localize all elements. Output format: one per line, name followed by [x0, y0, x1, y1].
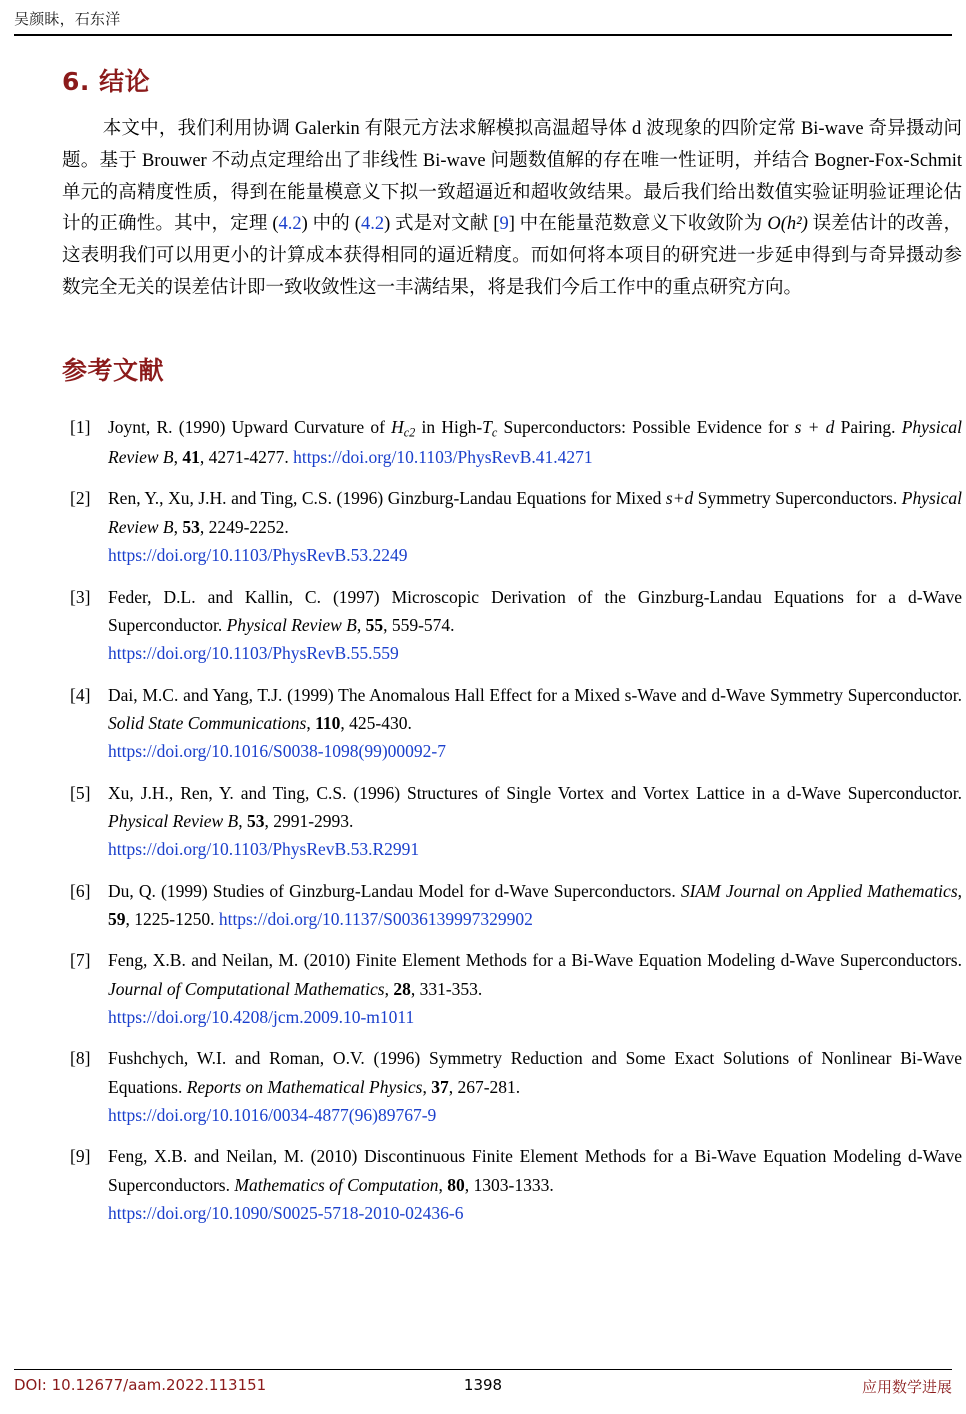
- equation-ref-1[interactable]: 4.2: [278, 214, 302, 235]
- ref-pages: , 267-281.: [448, 1076, 521, 1097]
- ref-doi-link[interactable]: https://doi.org/10.1016/S0038-1098(99)00092-7: [108, 741, 447, 762]
- footer-doi[interactable]: DOI: 10.12677/aam.2022.113151: [14, 1376, 267, 1394]
- list-item: [3] Feder, D.L. and Kallin, C. (1997) Microscopic Derivation of the Ginzburg-Landau Equations for a d-Wave Superconductor. Physical Review B, 55, 559-574. https://doi.org/10.1103/PhysRevB.55.559: [62, 583, 962, 668]
- page-content: [62, 62, 962, 1240]
- ref-journal: Mathematics of Computation: [234, 1174, 439, 1195]
- list-item: [9] Feng, X.B. and Neilan, M. (2010) Discontinuous Finite Element Methods for a Bi-Wave Equation Modeling d-Wave Superconductors. Mathematics of Computation, 80, 1303-1333. https://doi.org/10.1090/S0025-5718-2010-02436-6: [62, 1142, 962, 1227]
- ref-pages: , 1303-1333.: [464, 1174, 554, 1195]
- list-item: [7] Feng, X.B. and Neilan, M. (2010) Finite Element Methods for a Bi-Wave Equation Modeling d-Wave Superconductors. Journal of Computational Mathematics, 28, 331-353. https://doi.org/10.4208/jcm.2009.10-m1011: [62, 946, 962, 1031]
- running-head: 吴颜眛，石东洋: [14, 10, 121, 28]
- section-heading: 6. 结论: [62, 67, 151, 96]
- list-item: [4] Dai, M.C. and Yang, T.J. (1999) The Anomalous Hall Effect for a Mixed s-Wave and d-Wave Symmetry Superconductor. Solid State Communications, 110, 425-430. https://doi.org/10.1016/S0038-1098(99)00092-7: [62, 681, 962, 766]
- ref-volume: 41: [182, 447, 200, 468]
- conclusion-paragraph: [62, 114, 962, 305]
- ref-authors: Feng, X.B. and Neilan, M. (2010) Discontinuous Finite Element Methods for a Bi-Wave Equation Modeling d-Wave Superconductors.: [108, 1146, 962, 1195]
- ref-journal: Reports on Mathematical Physics: [186, 1076, 423, 1097]
- ref-math-1: H: [391, 416, 404, 437]
- ref-authors: Joynt, R. (1990) Upward Curvature of: [108, 416, 392, 437]
- ref-pages: , 559-574.: [383, 614, 455, 635]
- footer-journal-name: 应用数学进展: [861, 1378, 952, 1396]
- ref-volume: 37: [431, 1076, 449, 1097]
- ref-title-rest: Symmetry Superconductors.: [693, 488, 902, 509]
- ref-volume: 80: [447, 1174, 465, 1195]
- ref-marker: [9]: [70, 1146, 91, 1167]
- list-item: [8] Fushchych, W.I. and Roman, O.V. (1996) Symmetry Reduction and Some Exact Solutions of Nonlinear Bi-Wave Equations. Reports on Mathematical Physics, 37, 267-281. https://doi.org/10.1016/0034-4877(96)89767-9: [62, 1044, 962, 1129]
- list-item: [2] Ren, Y., Xu, J.H. and Ting, C.S. (1996) Ginzburg-Landau Equations for Mixed s+d Symmetry Superconductors. Physical Review B, 53, 2249-2252. https://doi.org/10.1103/PhysRevB.53.2249: [62, 484, 962, 569]
- ref-pages: , 425-430.: [340, 712, 412, 733]
- ref-math-2: T: [482, 416, 492, 437]
- bibliography-heading: 参考文献: [62, 355, 165, 385]
- ref-marker: [6]: [70, 880, 91, 901]
- ref-pages: , 1225-1250.: [125, 908, 219, 929]
- citation-ref-9[interactable]: 9: [499, 214, 509, 235]
- bibliography-list: [62, 413, 962, 1228]
- list-item: [6] Du, Q. (1999) Studies of Ginzburg-Landau Model for d-Wave Superconductors. SIAM Journal on Applied Mathematics, 59, 1225-1250. https://doi.org/10.1137/S0036139997329902: [62, 877, 962, 934]
- ref-pages: , 4271-4277.: [199, 447, 294, 468]
- ref-marker: [5]: [70, 782, 91, 803]
- ref-pages: , 2991-2993.: [264, 810, 354, 831]
- ref-title-tail: Pairing.: [834, 416, 902, 437]
- ref-volume: 28: [393, 978, 411, 999]
- para-text-5: 误差估计的改善，这表明我们可以用更小的计算成本获得相同的逼近精度。而如何将本项目的研究进一步延申得到与奇异摄动参数完全无关的误差估计即一致收敛性这一丰满结果，将是我们今后工作中的重点研究方向。: [62, 214, 962, 299]
- ref-marker: [2]: [70, 488, 91, 509]
- ref-volume: 53: [182, 516, 200, 537]
- header-divider: [14, 34, 952, 36]
- ref-sub-1: c2: [403, 425, 416, 440]
- ref-title-mid: in High-: [415, 416, 483, 437]
- ref-authors: Feder, D.L. and Kallin, C. (1997) Microscopic Derivation of the Ginzburg-Landau Equations for a d-Wave Superconductor.: [108, 586, 962, 635]
- ref-journal: SIAM Journal on Applied Mathematics: [680, 880, 958, 901]
- ref-pages: , 331-353.: [410, 978, 483, 999]
- ref-doi-link[interactable]: https://doi.org/10.1103/PhysRevB.55.559: [108, 643, 399, 664]
- ref-journal: Physical Review B: [226, 614, 357, 635]
- ref-authors: Feng, X.B. and Neilan, M. (2010) Finite Element Methods for a Bi-Wave Equation Modeling d-Wave Superconductors.: [108, 950, 962, 971]
- ref-marker: [4]: [70, 684, 91, 705]
- ref-math-3: s + d: [794, 416, 835, 437]
- ref-doi-link[interactable]: https://doi.org/10.1090/S0025-5718-2010-02436-6: [108, 1203, 464, 1224]
- ref-doi-link[interactable]: https://doi.org/10.1137/S0036139997329902: [218, 908, 533, 929]
- inline-math-order: O(h²): [767, 214, 808, 235]
- equation-ref-2[interactable]: 4.2: [360, 214, 385, 235]
- ref-sub-2: c: [491, 425, 498, 440]
- para-text-1: 本文中，我们利用协调 Galerkin 有限元方法求解模拟高温超导体 d 波现象的四阶定常 Bi-wave 奇异摄动问题。基于 Brouwer 不动点定理给出了非线性 Bi-wave 问题数值解的存在唯一性证明，并结合 Bogner-Fox-Schmit 单元的高精度性质，得到在能量模意义下拟一致超逼近和超收敛结果。最后我们给出数值实验证明验证理论估计的正确性。其中，定理 (: [62, 119, 962, 235]
- ref-journal: Physical Review B: [108, 488, 963, 537]
- ref-journal: Journal of Computational Mathematics: [108, 978, 385, 999]
- para-text-4: ] 中在能量范数意义下收敛阶为: [508, 214, 768, 235]
- ref-authors: Du, Q. (1999) Studies of Ginzburg-Landau Model for d-Wave Superconductors.: [108, 880, 681, 901]
- ref-marker: [1]: [70, 416, 91, 437]
- ref-doi-link[interactable]: https://doi.org/10.4208/jcm.2009.10-m1011: [108, 1006, 415, 1027]
- ref-marker: [8]: [70, 1048, 91, 1069]
- ref-math-1: s+d: [665, 488, 694, 509]
- ref-volume: 59: [108, 908, 126, 929]
- ref-doi-link[interactable]: https://doi.org/10.1016/0034-4877(96)89767-9: [108, 1105, 437, 1126]
- footer-divider: [14, 1369, 952, 1371]
- ref-doi-link[interactable]: https://doi.org/10.1103/PhysRevB.53.2249: [108, 545, 408, 566]
- ref-doi-link[interactable]: https://doi.org/10.1103/PhysRevB.41.4271: [293, 447, 593, 468]
- ref-pages: , 2249-2252.: [199, 516, 289, 537]
- list-item: [5] Xu, J.H., Ren, Y. and Ting, C.S. (1996) Structures of Single Vortex and Vortex Lattice in a d-Wave Superconductor. Physical Review B, 53, 2991-2993. https://doi.org/10.1103/PhysRevB.53.R2991: [62, 779, 962, 864]
- ref-volume: 55: [365, 614, 384, 635]
- para-text-2: ) 中的 (: [301, 214, 361, 235]
- list-item: [1] Joynt, R. (1990) Upward Curvature of $H_{c2}$ in High-$T_c$ Superconductors: Possible Evidence for s + d Pairing. Physical Review B, 41, 4271-4277. https://doi.org/10.1103/PhysRevB.41.4271: [62, 413, 962, 472]
- page-footer: [14, 1376, 952, 1400]
- ref-authors: Xu, J.H., Ren, Y. and Ting, C.S. (1996) Structures of Single Vortex and Vortex Lattice in a d-Wave Superconductor.: [108, 782, 962, 803]
- ref-volume: 53: [246, 810, 265, 831]
- footer-page-number: 1398: [463, 1376, 503, 1394]
- ref-doi-link[interactable]: https://doi.org/10.1103/PhysRevB.53.R2991: [108, 839, 420, 860]
- ref-authors: Dai, M.C. and Yang, T.J. (1999) The Anomalous Hall Effect for a Mixed s-Wave and d-Wave Symmetry Superconductor.: [108, 684, 962, 705]
- ref-journal: Physical Review B: [108, 416, 962, 468]
- ref-marker: [7]: [70, 950, 91, 971]
- ref-marker: [3]: [70, 586, 91, 607]
- ref-journal: Physical Review B: [108, 810, 239, 831]
- ref-title-rest: Superconductors: Possible Evidence for: [497, 416, 795, 437]
- ref-authors: Fushchych, W.I. and Roman, O.V. (1996) Symmetry Reduction and Some Exact Solutions of Nonlinear Bi-Wave Equations.: [108, 1048, 962, 1097]
- ref-authors: Ren, Y., Xu, J.H. and Ting, C.S. (1996) Ginzburg-Landau Equations for Mixed: [108, 488, 666, 509]
- para-text-3: ) 式是对文献 [: [384, 214, 500, 235]
- ref-journal: Solid State Communications: [108, 712, 307, 733]
- ref-volume: 110: [315, 712, 341, 733]
